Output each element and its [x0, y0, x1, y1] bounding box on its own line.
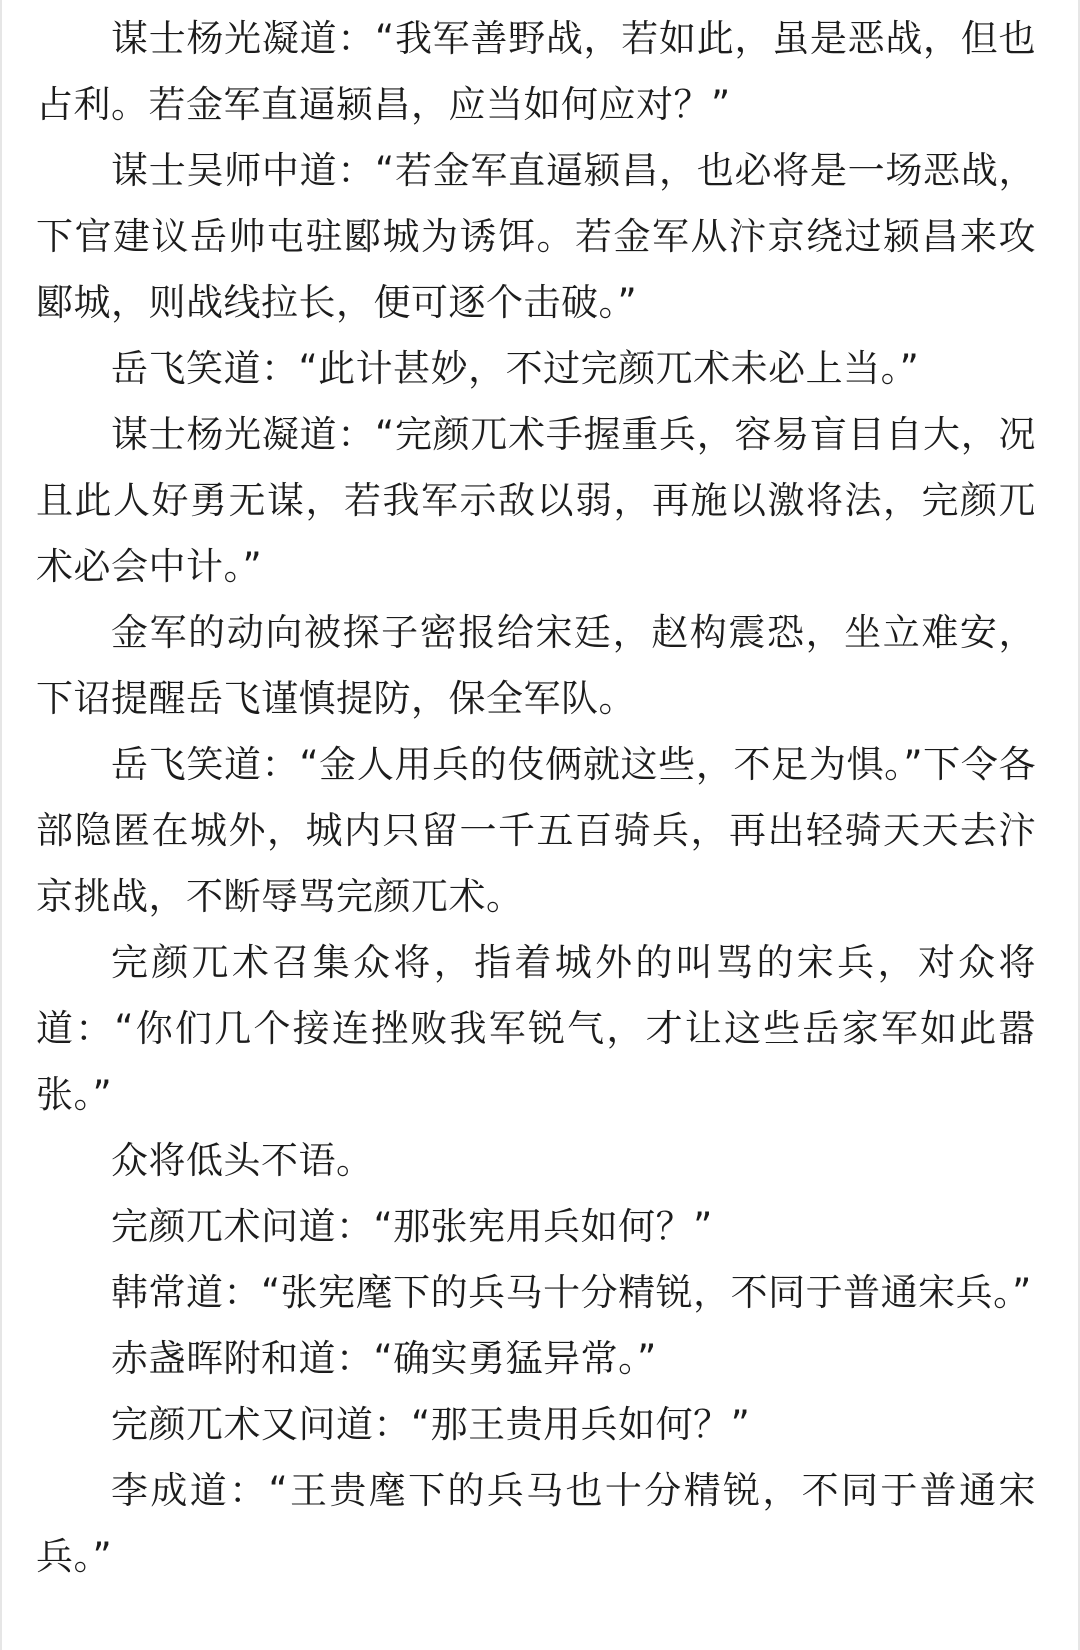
- paragraph: 岳飞笑道：“此计甚妙，不过完颜兀术未必上当。”: [111, 347, 920, 390]
- paragraph: 岳飞笑道：“金人用兵的伎俩就这些，不足为惧。”下令各部隐匿在城外，城内只留一千五百骑兵，再出轻骑天天去汴京挑战，不断辱骂完颜兀术。: [36, 743, 1036, 918]
- paragraph: 李成道：“王贵麾下的兵马也十分精锐，不同于普通宋兵。”: [36, 1469, 1036, 1578]
- paragraph: 谋士杨光凝道：“我军善野战，若如此，虽是恶战，但也占利。若金军直逼颍昌，应当如何应对？”: [36, 17, 1036, 126]
- chapter-body: [36, 6, 1036, 1590]
- paragraph: 众将低头不语。: [111, 1139, 374, 1182]
- paragraph: 完颜兀术又问道：“那王贵用兵如何？”: [111, 1403, 751, 1446]
- paragraph: 韩常道：“张宪麾下的兵马十分精锐，不同于普通宋兵。”: [111, 1271, 1032, 1314]
- paragraph: 完颜兀术召集众将，指着城外的叫骂的宋兵，对众将道：“你们几个接连挫败我军锐气，才让这些岳家军如此嚣张。”: [36, 941, 1036, 1116]
- paragraph: 谋士吴师中道：“若金军直逼颍昌，也必将是一场恶战，下官建议岳帅屯驻郾城为诱饵。若金军从汴京绕过颍昌来攻郾城，则战线拉长，便可逐个击破。”: [36, 149, 1036, 324]
- paragraph: 谋士杨光凝道：“完颜兀术手握重兵，容易盲目自大，况且此人好勇无谋，若我军示敌以弱，再施以激将法，完颜兀术必会中计。”: [36, 413, 1036, 588]
- paragraph: 完颜兀术问道：“那张宪用兵如何？”: [111, 1205, 713, 1248]
- paragraph: 赤盏晖附和道：“确实勇猛异常。”: [111, 1337, 657, 1380]
- paragraph: 金军的动向被探子密报给宋廷，赵构震恐，坐立难安，下诏提醒岳飞谨慎提防，保全军队。: [36, 611, 1036, 720]
